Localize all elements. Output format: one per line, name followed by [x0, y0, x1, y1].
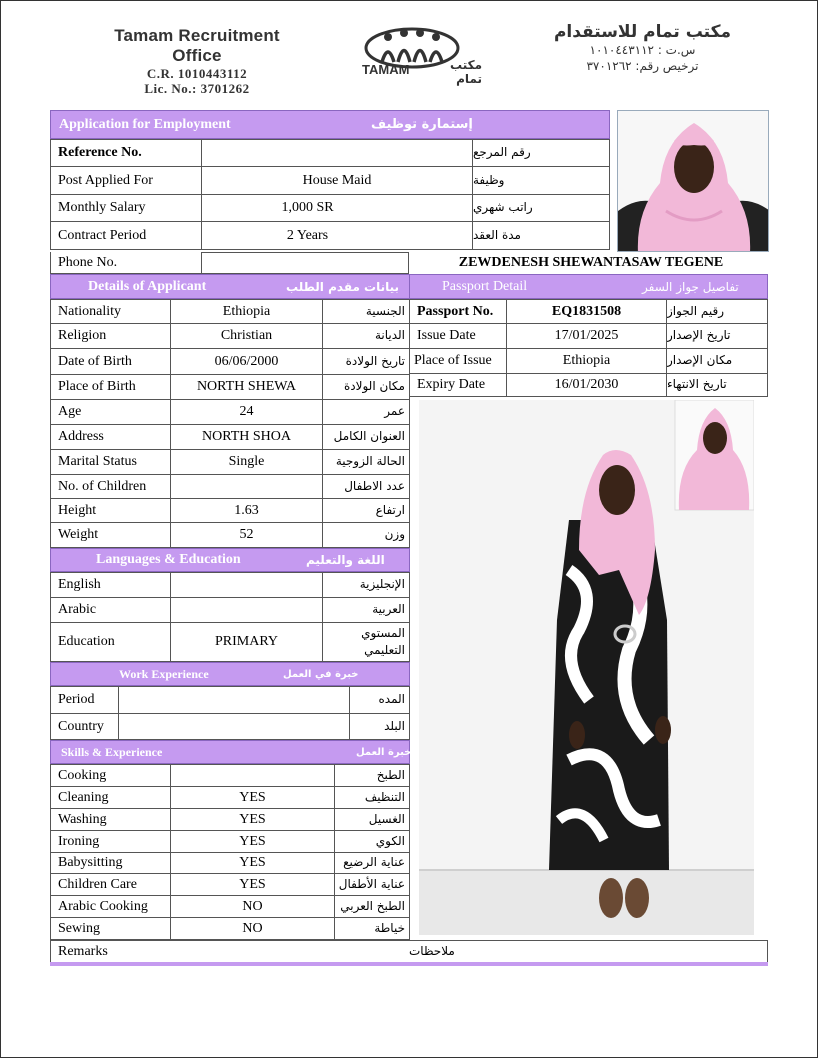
header-arabic	[535, 22, 750, 74]
age-value: 24	[170, 399, 323, 425]
nationality-label: Nationality	[50, 299, 171, 324]
application-title-en: Application for Employment	[59, 116, 231, 132]
washing-label-ar: الغسيل	[334, 808, 410, 831]
arabic-cooking-label: Arabic Cooking	[50, 895, 171, 918]
skills-title-band	[50, 740, 410, 764]
remarks-label-ar: ملاحظات	[409, 940, 768, 963]
issue-date-label-ar: تاريخ الإصدار	[666, 323, 768, 349]
cleaning-label-ar: التنظيف	[334, 786, 410, 809]
period-value	[118, 686, 350, 714]
issue-date-label: Issue Date	[409, 323, 507, 349]
work-title-ar: خبرة في العمل	[283, 668, 359, 680]
address-label: Address	[50, 424, 171, 450]
religion-label-ar: الديانة	[322, 323, 410, 349]
children-value	[170, 474, 323, 499]
arabic-cooking-value: NO	[170, 895, 335, 918]
children-care-label: Children Care	[50, 873, 171, 896]
applicant-title-en: Details of Applicant	[88, 278, 207, 294]
phone-value	[201, 252, 409, 274]
contract-period-label-ar: مدة العقد	[472, 221, 610, 250]
place-of-issue-label: Place of Issue	[409, 348, 507, 374]
cooking-value	[170, 764, 335, 787]
remarks-underline	[50, 962, 768, 966]
logo-text-ar: مكتب تمام	[449, 58, 482, 86]
address-label-ar: العنوان الكامل	[322, 424, 410, 450]
passport-title-band	[409, 274, 768, 299]
arabic-cooking-label-ar: الطبخ العربي	[334, 895, 410, 918]
arabic-value	[170, 597, 323, 623]
application-title-ar: إستمارة توظيف	[371, 117, 473, 132]
cr-number-en: C.R. 1010443112	[146, 66, 248, 81]
education-value: PRIMARY	[170, 622, 323, 662]
arabic-label-ar: العربية	[322, 597, 410, 623]
passport-no-label: Passport No.	[409, 299, 507, 324]
salary-value: 1,000 SR	[201, 194, 413, 222]
application-title-band	[50, 110, 610, 139]
post-applied-value: House Maid	[201, 166, 473, 195]
place-of-birth-label-ar: مكان الولادة	[322, 374, 410, 400]
contract-spacer	[412, 221, 473, 250]
arabic-label: Arabic	[50, 597, 171, 623]
salary-label: Monthly Salary	[50, 194, 202, 222]
applicant-full-name: ZEWDENESH SHEWANTASAW TEGENE	[458, 255, 724, 270]
post-applied-label: Post Applied For	[50, 166, 202, 195]
place-of-issue-label-ar: مكان الإصدار	[666, 348, 768, 374]
cleaning-label: Cleaning	[50, 786, 171, 809]
place-of-birth-value: NORTH SHEWA	[170, 374, 323, 400]
age-label: Age	[50, 399, 171, 425]
height-label-ar: ارتفاع	[322, 498, 410, 523]
applicant-title-ar: بيانات مقدم الطلب	[286, 279, 400, 294]
full-body-portrait-icon	[419, 400, 754, 935]
sewing-label: Sewing	[50, 917, 171, 940]
place-of-birth-label: Place of Birth	[50, 374, 171, 400]
children-label-ar: عدد الاطفال	[322, 474, 410, 499]
reference-label: Reference No.	[50, 139, 202, 167]
passport-title-en: Passport Detail	[442, 278, 528, 294]
weight-label: Weight	[50, 522, 171, 548]
issue-date-value: 17/01/2025	[506, 323, 667, 349]
work-title-band	[50, 662, 410, 686]
header-english	[92, 26, 302, 96]
cooking-label: Cooking	[50, 764, 171, 787]
country-label-ar: البلد	[349, 713, 410, 740]
work-title-en: Work Experience	[119, 666, 209, 681]
religion-label: Religion	[50, 323, 171, 349]
english-label: English	[50, 572, 171, 598]
babysitting-label: Babysitting	[50, 852, 171, 874]
skills-title-en: Skills & Experience	[61, 744, 163, 759]
religion-value: Christian	[170, 323, 323, 349]
country-value	[118, 713, 350, 740]
nationality-label-ar: الجنسية	[322, 299, 410, 324]
babysitting-value: YES	[170, 852, 335, 874]
remarks-label: Remarks	[50, 940, 410, 963]
phone-label: Phone No.	[50, 252, 202, 274]
company-logo	[362, 22, 482, 86]
education-label-ar: المستوي التعليمي	[322, 622, 410, 662]
english-value	[170, 572, 323, 598]
english-label-ar: الإنجليزية	[322, 572, 410, 598]
post-applied-label-ar: وظيفة	[472, 166, 610, 195]
languages-title-band	[50, 548, 410, 572]
height-value: 1.63	[170, 498, 323, 523]
period-label-ar: المده	[349, 686, 410, 714]
dob-value: 06/06/2000	[170, 348, 323, 375]
expiry-date-value: 16/01/2030	[506, 373, 667, 397]
license-number-ar: ترخيص رقم: ٣٧٠١٢٦٢	[586, 59, 699, 73]
sewing-value: NO	[170, 917, 335, 940]
full-body-photo	[419, 400, 754, 935]
applicant-title-band	[50, 274, 410, 299]
children-care-value: YES	[170, 873, 335, 896]
period-label: Period	[50, 686, 119, 714]
company-name-en: Tamam Recruitment Office	[114, 26, 280, 65]
ironing-value: YES	[170, 830, 335, 853]
washing-label: Washing	[50, 808, 171, 831]
reference-label-ar: رقم المرجع	[472, 139, 610, 167]
sewing-label-ar: خياطة	[334, 917, 410, 940]
education-label: Education	[50, 622, 171, 662]
applicant-portrait-icon	[618, 111, 769, 252]
marital-status-value: Single	[170, 449, 323, 475]
expiry-date-label-ar: تاريخ الانتهاء	[666, 373, 768, 397]
weight-label-ar: وزن	[322, 522, 410, 548]
dob-label: Date of Birth	[50, 348, 171, 375]
place-of-issue-value: Ethiopia	[506, 348, 667, 374]
washing-value: YES	[170, 808, 335, 831]
skills-title-ar: خبرة العمل	[356, 746, 412, 758]
contract-period-value: 2 Years	[201, 221, 413, 250]
languages-title-ar: اللغة والتعليم	[306, 553, 385, 567]
children-care-label-ar: عناية الأطفال	[334, 873, 410, 896]
cooking-label-ar: الطبخ	[334, 764, 410, 787]
height-label: Height	[50, 498, 171, 523]
salary-spacer	[412, 194, 473, 222]
ironing-label: Ironing	[50, 830, 171, 853]
expiry-date-label: Expiry Date	[409, 373, 507, 397]
passport-no-value: EQ1831508	[506, 299, 667, 324]
passport-no-label-ar: رقيم الجواز	[666, 299, 768, 324]
passport-title-ar: تفاصيل جواز السفر	[642, 279, 739, 294]
license-number-en: Lic. No.: 3701262	[144, 81, 250, 96]
contract-period-label: Contract Period	[50, 221, 202, 250]
salary-label-ar: راتب شهري	[472, 194, 610, 222]
company-name-ar: مكتب تمام للاستقدام	[553, 22, 732, 42]
marital-status-label-ar: الحالة الزوجية	[322, 449, 410, 475]
ironing-label-ar: الكوي	[334, 830, 410, 853]
nationality-value: Ethiopia	[170, 299, 323, 324]
dob-label-ar: تاريخ الولادة	[322, 348, 410, 375]
languages-title-en: Languages & Education	[96, 552, 241, 567]
children-label: No. of Children	[50, 474, 171, 499]
reference-value	[201, 139, 473, 167]
weight-value: 52	[170, 522, 323, 548]
applicant-photo	[617, 110, 769, 252]
address-value: NORTH SHOA	[170, 424, 323, 450]
country-label: Country	[50, 713, 119, 740]
cr-number-ar: س.ت : ١٠١٠٤٤٣١١٢	[589, 43, 696, 57]
cleaning-value: YES	[170, 786, 335, 809]
marital-status-label: Marital Status	[50, 449, 171, 475]
age-label-ar: عمر	[322, 399, 410, 425]
babysitting-label-ar: عناية الرضيع	[334, 852, 410, 874]
logo-text-en: TAMAM	[362, 62, 410, 77]
